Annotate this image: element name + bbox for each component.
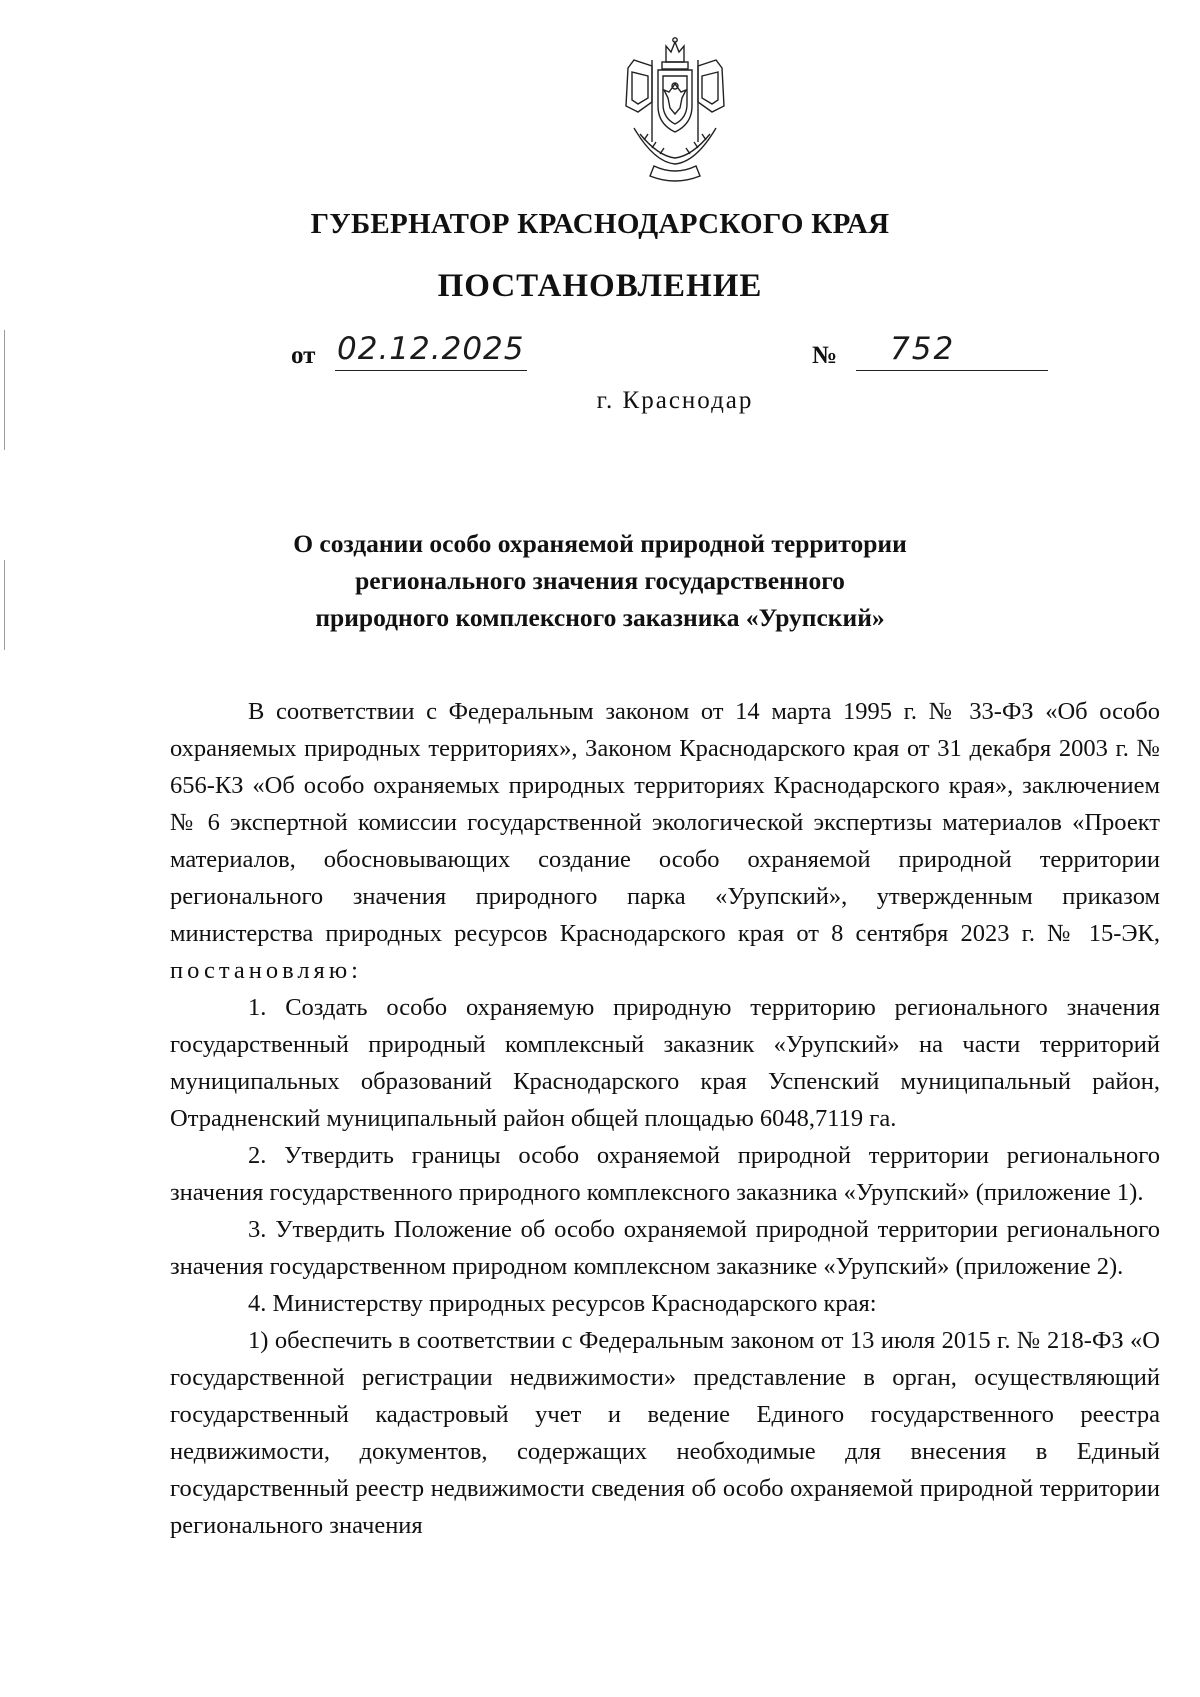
preamble-paragraph: [170, 693, 1160, 989]
issuer-title: ГУБЕРНАТОР КРАСНОДАРСКОГО КРАЯ: [310, 208, 890, 240]
date-value: 02.12.2025: [337, 331, 525, 367]
clause-4-subitem-1: 1) обеспечить в соответствии с Федеральным законом от 13 июля 2015 г. № 218-ФЗ «О государственной регистрации недвижимости» представление в орган, осуществляющий государственный кадастровый учет и ведение Единого государственного реестра недвижимости, документов, содержащих необходимые для внесения в Единый государственный реестр недвижимости сведения об особо охраняемой природной территории регионального значения: [170, 1327, 1160, 1539]
date-field: [291, 331, 551, 375]
resolution-word: постановляю:: [170, 957, 362, 984]
clause-1: 1. Создать особо охраняемую природную территорию регионального значения государственный природный комплексный заказник «Урупский» на части территорий муниципальных образований Краснодарского края Успенский муниципальный район, Отрадненский муниципальный район общей площадью 6048,7119 га.: [170, 994, 1160, 1132]
number-field: [812, 331, 1052, 375]
title-line: регионального значения государственного: [355, 566, 845, 595]
preamble-text: В соответствии с Федеральным законом от 14 марта 1995 г. № 33-ФЗ «Об особо охраняемых природных территориях», Законом Краснодарского края от 31 декабря 2003 г. № 656-КЗ «Об особо охраняемых природных территориях Краснодарского края», заключением № 6 экспертной комиссии государственной экологической экспертизы материалов «Проект материалов, обосновывающих создание особо охраняемой природной территории регионального значения природного парка «Урупский», утвержденным приказом министерства природных ресурсов Краснодарского края от 8 сентября 2023 г. № 15-ЭК,: [170, 698, 1160, 947]
city-line: г. Краснодар: [596, 387, 754, 414]
document-type: ПОСТАНОВЛЕНИЕ: [437, 268, 763, 304]
clause-4: 4. Министерству природных ресурсов Краснодарского края:: [248, 1290, 877, 1317]
date-underline: [335, 370, 527, 371]
krasnodar-krai-coat-of-arms-icon: [614, 36, 736, 186]
document-body: [170, 693, 1160, 1544]
title-line: природного комплексного заказника «Урупский»: [315, 603, 885, 632]
title-line: О создании особо охраняемой природной территории: [293, 529, 907, 558]
clause-2: 2. Утвердить границы особо охраняемой природной территории регионального значения государственного природного комплексного заказника «Урупский» (приложение 1).: [170, 1142, 1160, 1206]
number-label: №: [812, 342, 838, 369]
number-value: 752: [890, 331, 956, 367]
document-title: [0, 525, 1200, 636]
number-underline: [856, 370, 1048, 371]
date-label: от: [291, 342, 316, 369]
clause-3: 3. Утвердить Положение об особо охраняемой природной территории регионального значения государственном природном комплексном заказнике «Урупский» (приложение 2).: [170, 1216, 1160, 1280]
